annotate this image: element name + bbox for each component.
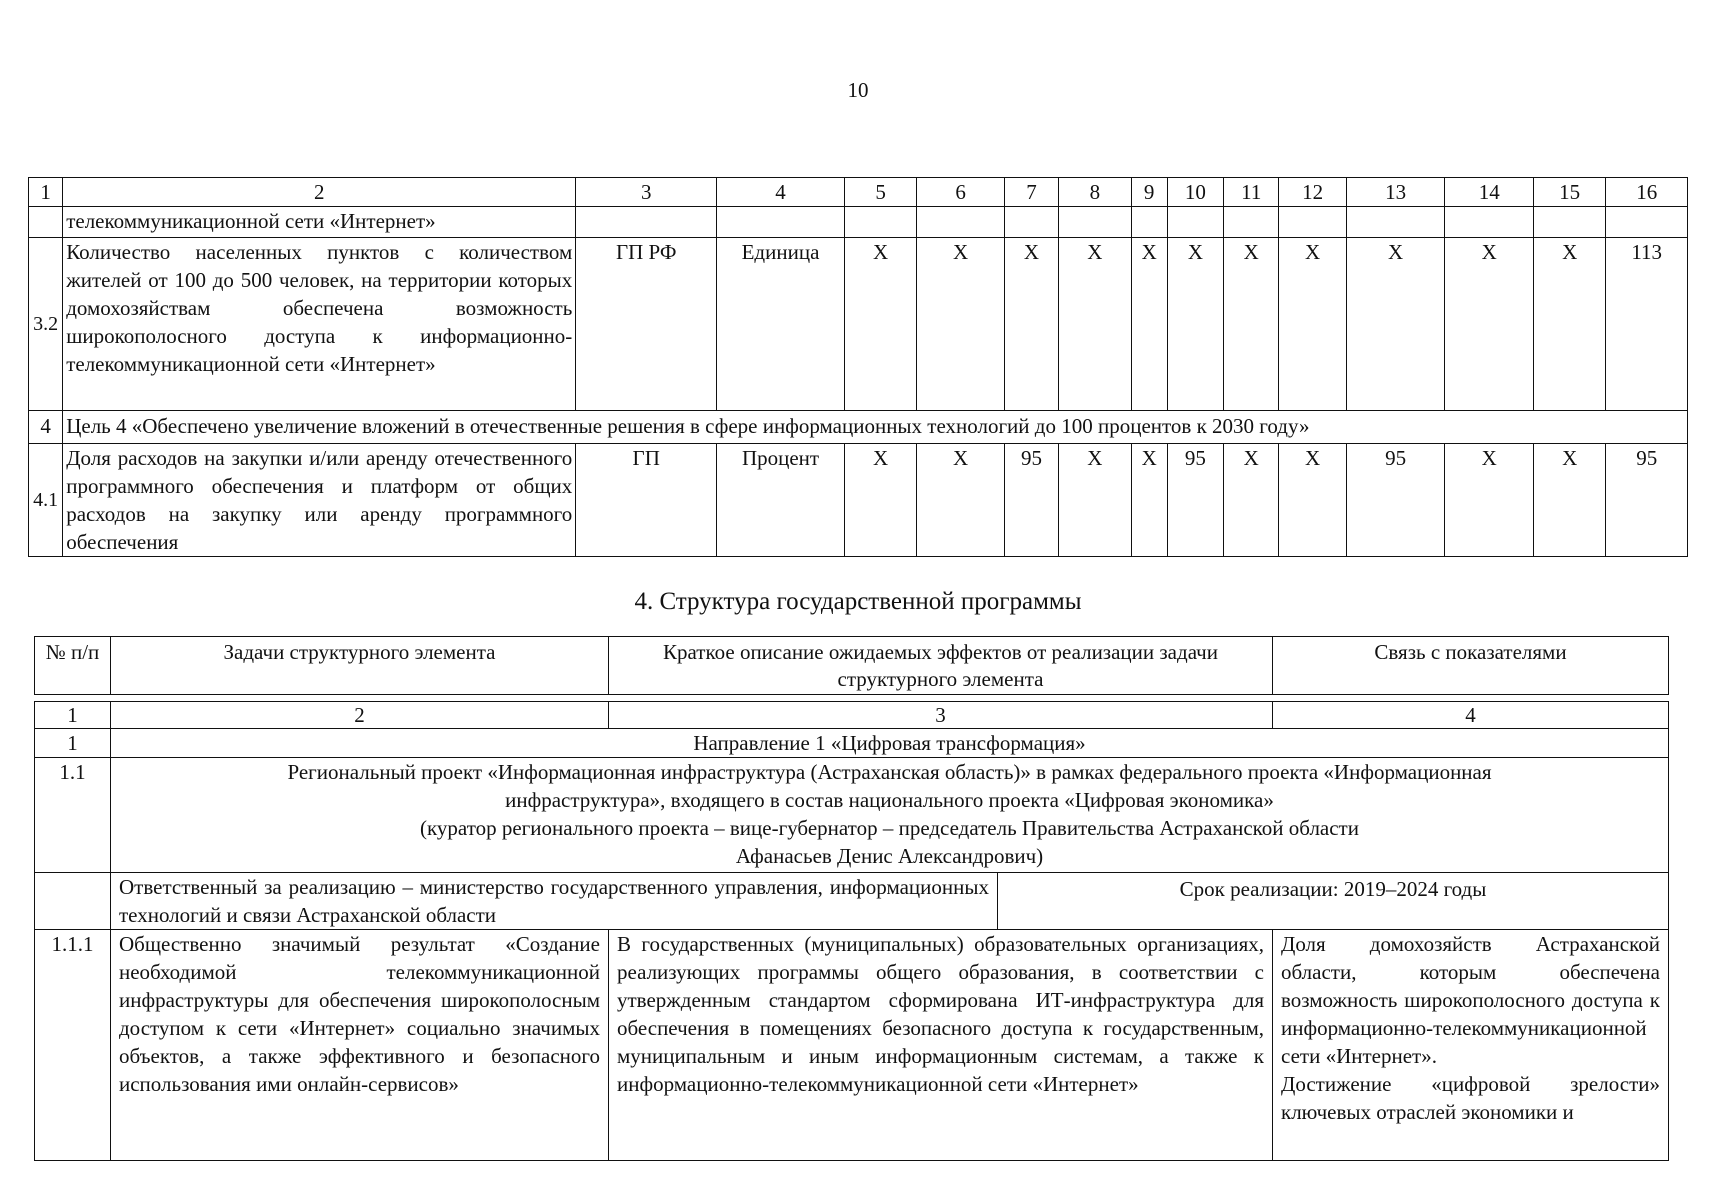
col-num: 16 — [1606, 178, 1688, 207]
indicator-type: ГП — [576, 444, 717, 557]
project-description — [111, 758, 1669, 873]
task-row — [35, 930, 1669, 1161]
indicator-unit: Единица — [717, 238, 845, 411]
column-number-row — [35, 702, 1669, 729]
col-num: 14 — [1445, 178, 1534, 207]
project-line: (куратор регионального проекта – вице-губернатор – председатель Правительства Астраханской области — [420, 816, 1359, 840]
indicator-link — [1273, 930, 1669, 1161]
direction-row — [35, 729, 1669, 758]
indicator-value: 95 — [1606, 444, 1688, 557]
row-number: 4 — [29, 411, 63, 444]
indicator-value: Х — [1346, 238, 1445, 411]
indicator-value: Х — [1224, 238, 1279, 411]
indicator-value: Х — [844, 444, 916, 557]
indicator-value: Х — [917, 238, 1005, 411]
indicator-value: 95 — [1346, 444, 1445, 557]
indicator-link-item: Достижение «цифровой зрелости» ключевых отраслей экономики и — [1281, 1072, 1660, 1124]
col-num: 1 — [35, 702, 111, 729]
header-tasks: Задачи структурного элемента — [111, 637, 609, 695]
indicator-value: Х — [1279, 238, 1346, 411]
indicator-value: 113 — [1606, 238, 1688, 411]
indicator-value: Х — [1004, 238, 1058, 411]
indicator-value: Х — [917, 444, 1005, 557]
indicator-value: Х — [1131, 238, 1167, 411]
row-number: 1.1 — [35, 758, 111, 873]
row-number: 1.1.1 — [35, 930, 111, 1161]
responsible-row — [35, 873, 1669, 930]
indicator-value: 95 — [1167, 444, 1223, 557]
direction-text: Направление 1 «Цифровая трансформация» — [111, 729, 1669, 758]
col-num: 9 — [1131, 178, 1167, 207]
project-row — [35, 758, 1669, 873]
indicator-value: Х — [844, 238, 916, 411]
indicator-value: Х — [1224, 444, 1279, 557]
table-gap — [35, 695, 1669, 702]
row-number: 4.1 — [29, 444, 63, 557]
col-num: 15 — [1533, 178, 1605, 207]
column-number-row — [29, 178, 1688, 207]
row-number: 3.2 — [29, 238, 63, 411]
project-line: Афанасьев Денис Александрович) — [735, 844, 1044, 868]
col-num: 1 — [29, 178, 63, 207]
indicator-value: Х — [1167, 238, 1223, 411]
project-line: Региональный проект «Информационная инфраструктура (Астраханская область)» в рамках федерального проекта «Информационная — [287, 760, 1492, 784]
col-num: 5 — [844, 178, 916, 207]
indicators-table — [28, 177, 1688, 557]
indicator-unit: Процент — [717, 444, 845, 557]
indicator-value: 95 — [1004, 444, 1058, 557]
indicator-name-continuation: телекоммуникационной сети «Интернет» — [63, 207, 576, 238]
col-num: 10 — [1167, 178, 1223, 207]
indicator-value: Х — [1445, 444, 1534, 557]
col-num: 11 — [1224, 178, 1279, 207]
section-title: 4. Структура государственной программы — [634, 588, 1082, 615]
header-effects: Краткое описание ожидаемых эффектов от реализации задачи структурного элемента — [609, 637, 1273, 695]
indicator-name: Количество населенных пунктов с количеством жителей от 100 до 500 человек, на территории которых домохозяйствам обеспечена возможность широкополосного доступа к информационно-телекоммуникационной сети «Интернет» — [63, 238, 576, 411]
header-num: № п/п — [35, 637, 111, 695]
table-row — [29, 207, 1688, 238]
table-row — [29, 444, 1688, 557]
col-num: 4 — [1273, 702, 1669, 729]
indicator-value: Х — [1533, 238, 1605, 411]
col-num: 2 — [63, 178, 576, 207]
indicator-link-item: Доля домохозяйств Астраханской области, которым обеспечена возможность широкополосного доступа к информационно-телекоммуникационной сети «Интернет». — [1281, 932, 1660, 1068]
project-line: инфраструктура», входящего в состав национального проекта «Цифровая экономика» — [505, 788, 1274, 812]
col-num: 7 — [1004, 178, 1058, 207]
col-num: 2 — [111, 702, 609, 729]
col-num: 6 — [917, 178, 1005, 207]
program-structure-table — [34, 636, 1669, 1161]
goal-text: Цель 4 «Обеспечено увеличение вложений в отечественные решения в сфере информационных технологий до 100 процентов к 2030 году» — [63, 411, 1688, 444]
indicator-value: Х — [1059, 238, 1131, 411]
indicator-name: Доля расходов на закупки и/или аренду отечественного программного обеспечения и платформ от общих расходов на закупку или аренду программного обеспечения — [63, 444, 576, 557]
responsible-text: Ответственный за реализацию – министерство государственного управления, информационных технологий и связи Астраханской области — [111, 873, 998, 929]
indicator-value: Х — [1279, 444, 1346, 557]
col-num: 8 — [1059, 178, 1131, 207]
header-row — [35, 637, 1669, 695]
indicator-type: ГП РФ — [576, 238, 717, 411]
deadline-text: Срок реализации: 2019–2024 годы — [1179, 877, 1487, 901]
indicator-value: Х — [1445, 238, 1534, 411]
indicator-value: Х — [1131, 444, 1167, 557]
indicator-value: Х — [1533, 444, 1605, 557]
header-link: Связь с показателями — [1273, 637, 1669, 695]
col-num: 3 — [576, 178, 717, 207]
col-num: 12 — [1279, 178, 1346, 207]
task-text: Общественно значимый результат «Создание необходимой телекоммуникационной инфраструктуры для обеспечения широкополосным доступом к сети «Интернет» социально значимых объектов, а также эффективного и безопасного использования ими онлайн-сервисов» — [111, 930, 609, 1161]
page-number: 10 — [847, 78, 869, 102]
effect-text: В государственных (муниципальных) образовательных организациях, реализующих программы общего образования, в соответствии с утвержденным стандартом сформирована ИТ-инфраструктура для обеспечения в помещениях безопасного доступа к государственным, муниципальным и иным информационным системам, а также к информационно-телекоммуникационной сети «Интернет» — [609, 930, 1273, 1161]
indicator-value: Х — [1059, 444, 1131, 557]
table-row — [29, 238, 1688, 411]
col-num: 3 — [609, 702, 1273, 729]
col-num: 4 — [717, 178, 845, 207]
row-number: 1 — [35, 729, 111, 758]
col-num: 13 — [1346, 178, 1445, 207]
goal-row — [29, 411, 1688, 444]
